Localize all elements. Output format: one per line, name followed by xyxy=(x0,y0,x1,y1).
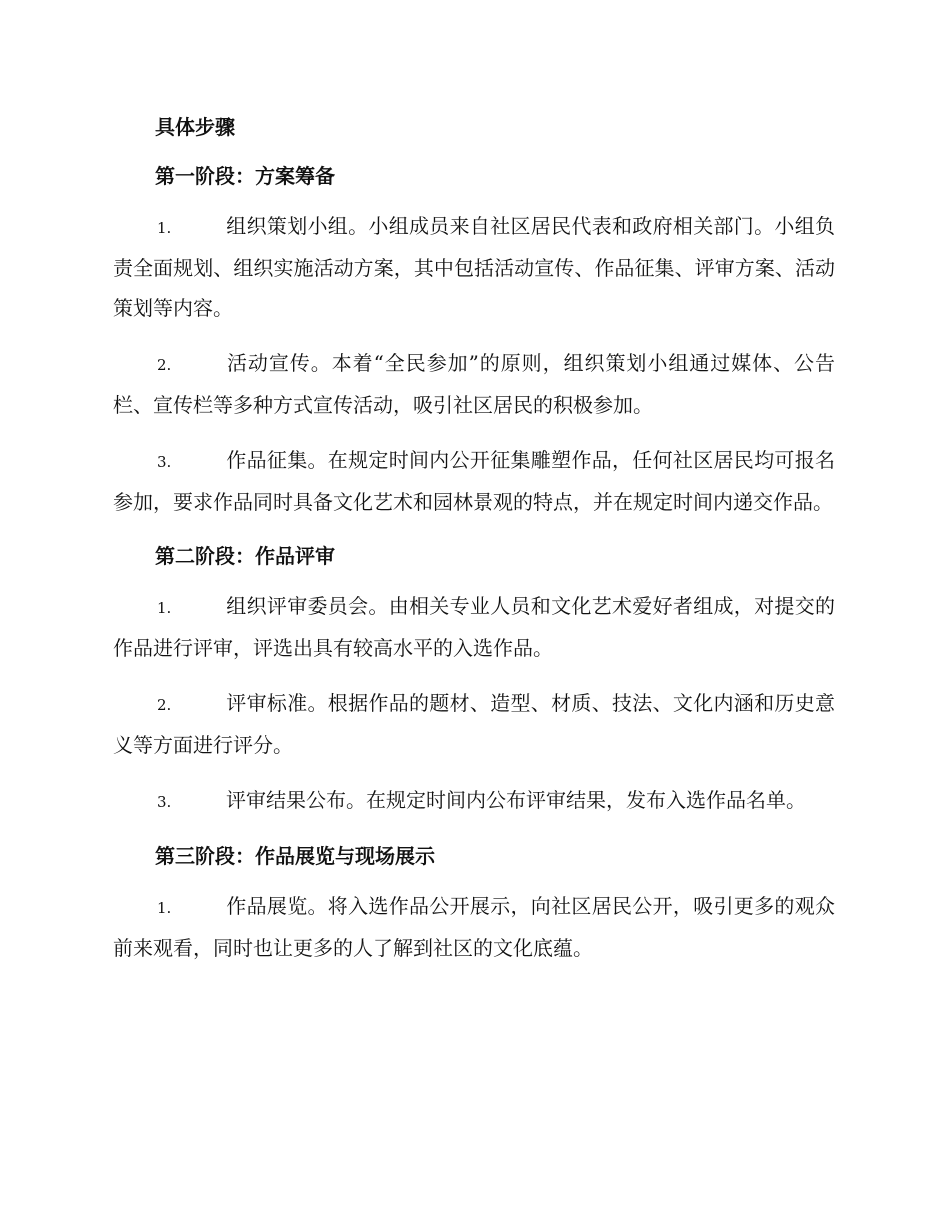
item-number: 3. xyxy=(157,793,172,811)
item-text: 评审结果公布。在规定时间内公布评审结果，发布入选作品名单。 xyxy=(226,788,806,812)
list-item xyxy=(113,440,835,522)
section-heading-1: 第一阶段：方案筹备 xyxy=(155,164,335,188)
item-text: 组织策划小组。小组成员来自社区居民代表和政府相关部门。小组负责全面规划、组织实施活动方案，其中包括活动宣传、作品征集、评审方案、活动策划等内容。 xyxy=(113,214,835,320)
list-item xyxy=(113,886,835,968)
item-text: 作品征集。在规定时间内公开征集雕塑作品，任何社区居民均可报名参加，要求作品同时具备文化艺术和园林景观的特点，并在规定时间内递交作品。 xyxy=(113,448,835,514)
item-number: 1. xyxy=(157,219,172,237)
document-page xyxy=(113,108,835,983)
item-text: 活动宣传。本着“全民参加”的原则，组织策划小组通过媒体、公告栏、宣传栏等多种方式宣传活动，吸引社区居民的积极参加。 xyxy=(113,351,835,417)
list-item xyxy=(113,683,835,765)
list-item xyxy=(113,586,835,668)
section-heading-3: 第三阶段：作品展览与现场展示 xyxy=(155,844,435,868)
document-title: 具体步骤 xyxy=(155,115,235,139)
item-number: 2. xyxy=(157,356,172,374)
item-number: 1. xyxy=(157,899,172,917)
list-item xyxy=(113,780,835,822)
list-item xyxy=(113,206,835,328)
list-item xyxy=(113,343,835,425)
item-number: 3. xyxy=(157,453,172,471)
item-text: 组织评审委员会。由相关专业人员和文化艺术爱好者组成，对提交的作品进行评审，评选出具有较高水平的入选作品。 xyxy=(113,594,835,660)
item-number: 2. xyxy=(157,696,172,714)
item-text: 评审标准。根据作品的题材、造型、材质、技法、文化内涵和历史意义等方面进行评分。 xyxy=(113,691,835,757)
item-text: 作品展览。将入选作品公开展示，向社区居民公开，吸引更多的观众前来观看，同时也让更多的人了解到社区的文化底蕴。 xyxy=(113,894,835,960)
item-number: 1. xyxy=(157,599,172,617)
section-heading-2: 第二阶段：作品评审 xyxy=(155,544,335,568)
